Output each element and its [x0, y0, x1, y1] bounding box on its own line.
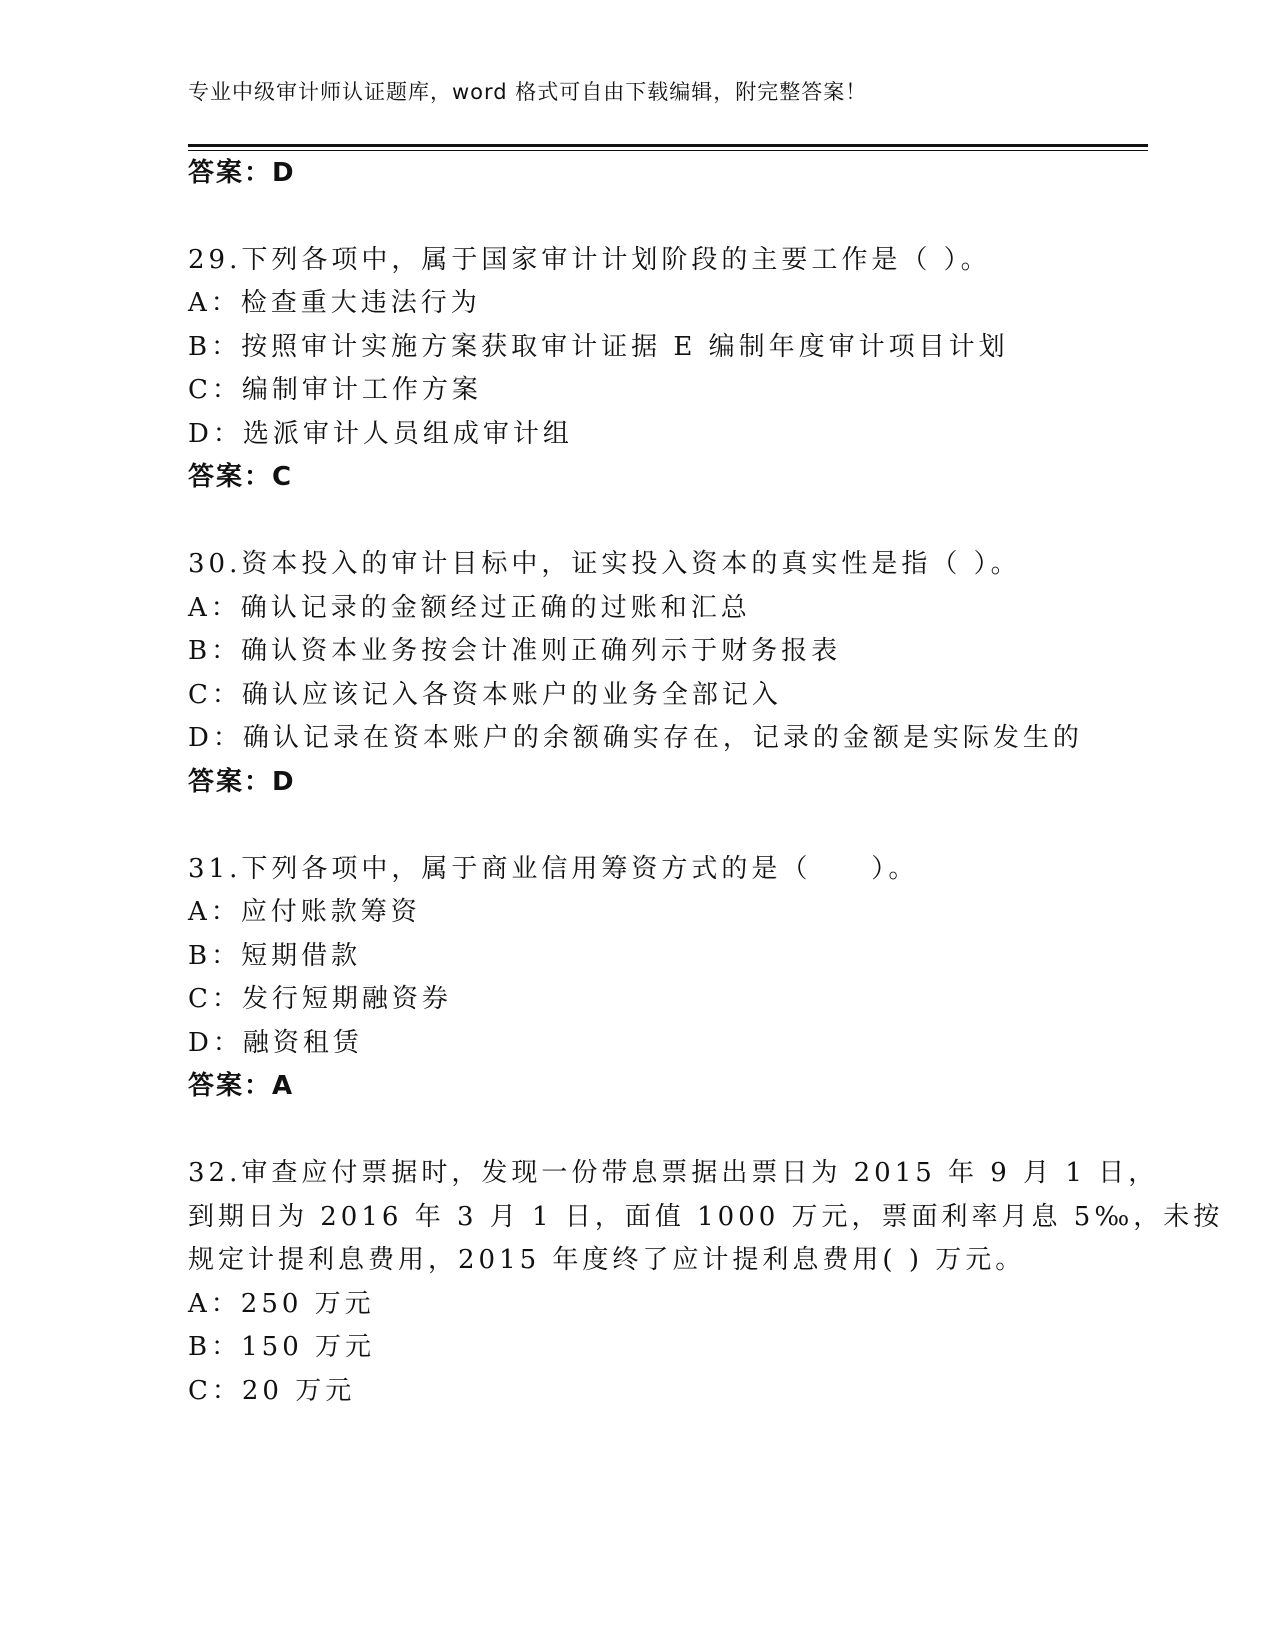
option-d: D：融资租赁	[188, 1028, 363, 1058]
option-d: D：确认记录在资本账户的余额确实存在，记录的金额是实际发生的	[188, 723, 1083, 753]
option-c: C：编制审计工作方案	[188, 375, 482, 405]
option-c: C：20 万元	[188, 1376, 356, 1406]
answer-line: 答案：C	[188, 462, 294, 492]
option-a: A：应付账款筹资	[188, 897, 421, 927]
option-a: A：检查重大违法行为	[188, 288, 481, 318]
option-c: C：确认应该记入各资本账户的业务全部记入	[188, 680, 782, 710]
question-stem: 31.下列各项中，属于商业信用筹资方式的是（ ）。	[188, 854, 919, 884]
question-stem-line-3: 规定计提利息费用，2015 年度终了应计提利息费用( ) 万元。	[188, 1245, 1026, 1275]
question-stem: 29.下列各项中，属于国家审计计划阶段的主要工作是（ ）。	[188, 245, 991, 275]
option-a: A：确认记录的金额经过正确的过账和汇总	[188, 593, 751, 623]
option-b: B：按照审计实施方案获取审计证据 E 编制年度审计项目计划	[188, 332, 1009, 362]
option-a: A：250 万元	[188, 1289, 375, 1319]
answer-line: 答案：A	[188, 1071, 295, 1101]
option-b: B：确认资本业务按会计准则正确列示于财务报表	[188, 636, 842, 666]
option-c: C：发行短期融资券	[188, 984, 452, 1014]
answer-line: 答案：D	[188, 767, 296, 797]
question-stem-line-2: 到期日为 2016 年 3 月 1 日，面值 1000 万元，票面利率月息 5‰，未按	[188, 1202, 1224, 1232]
question-stem: 30.资本投入的审计目标中，证实投入资本的真实性是指（ ）。	[188, 549, 1021, 579]
option-d: D：选派审计人员组成审计组	[188, 419, 573, 449]
question-stem-line-1: 32.审查应付票据时，发现一份带息票据出票日为 2015 年 9 月 1 日，	[188, 1158, 1159, 1188]
option-b: B：短期借款	[188, 941, 362, 971]
option-b: B：150 万元	[188, 1332, 375, 1362]
header-rule-thick	[188, 144, 1148, 147]
answer-line: 答案：D	[188, 158, 296, 188]
page-header: 专业中级审计师认证题库，word 格式可自由下载编辑，附完整答案！	[188, 80, 868, 104]
header-rule-thin	[188, 150, 1148, 151]
